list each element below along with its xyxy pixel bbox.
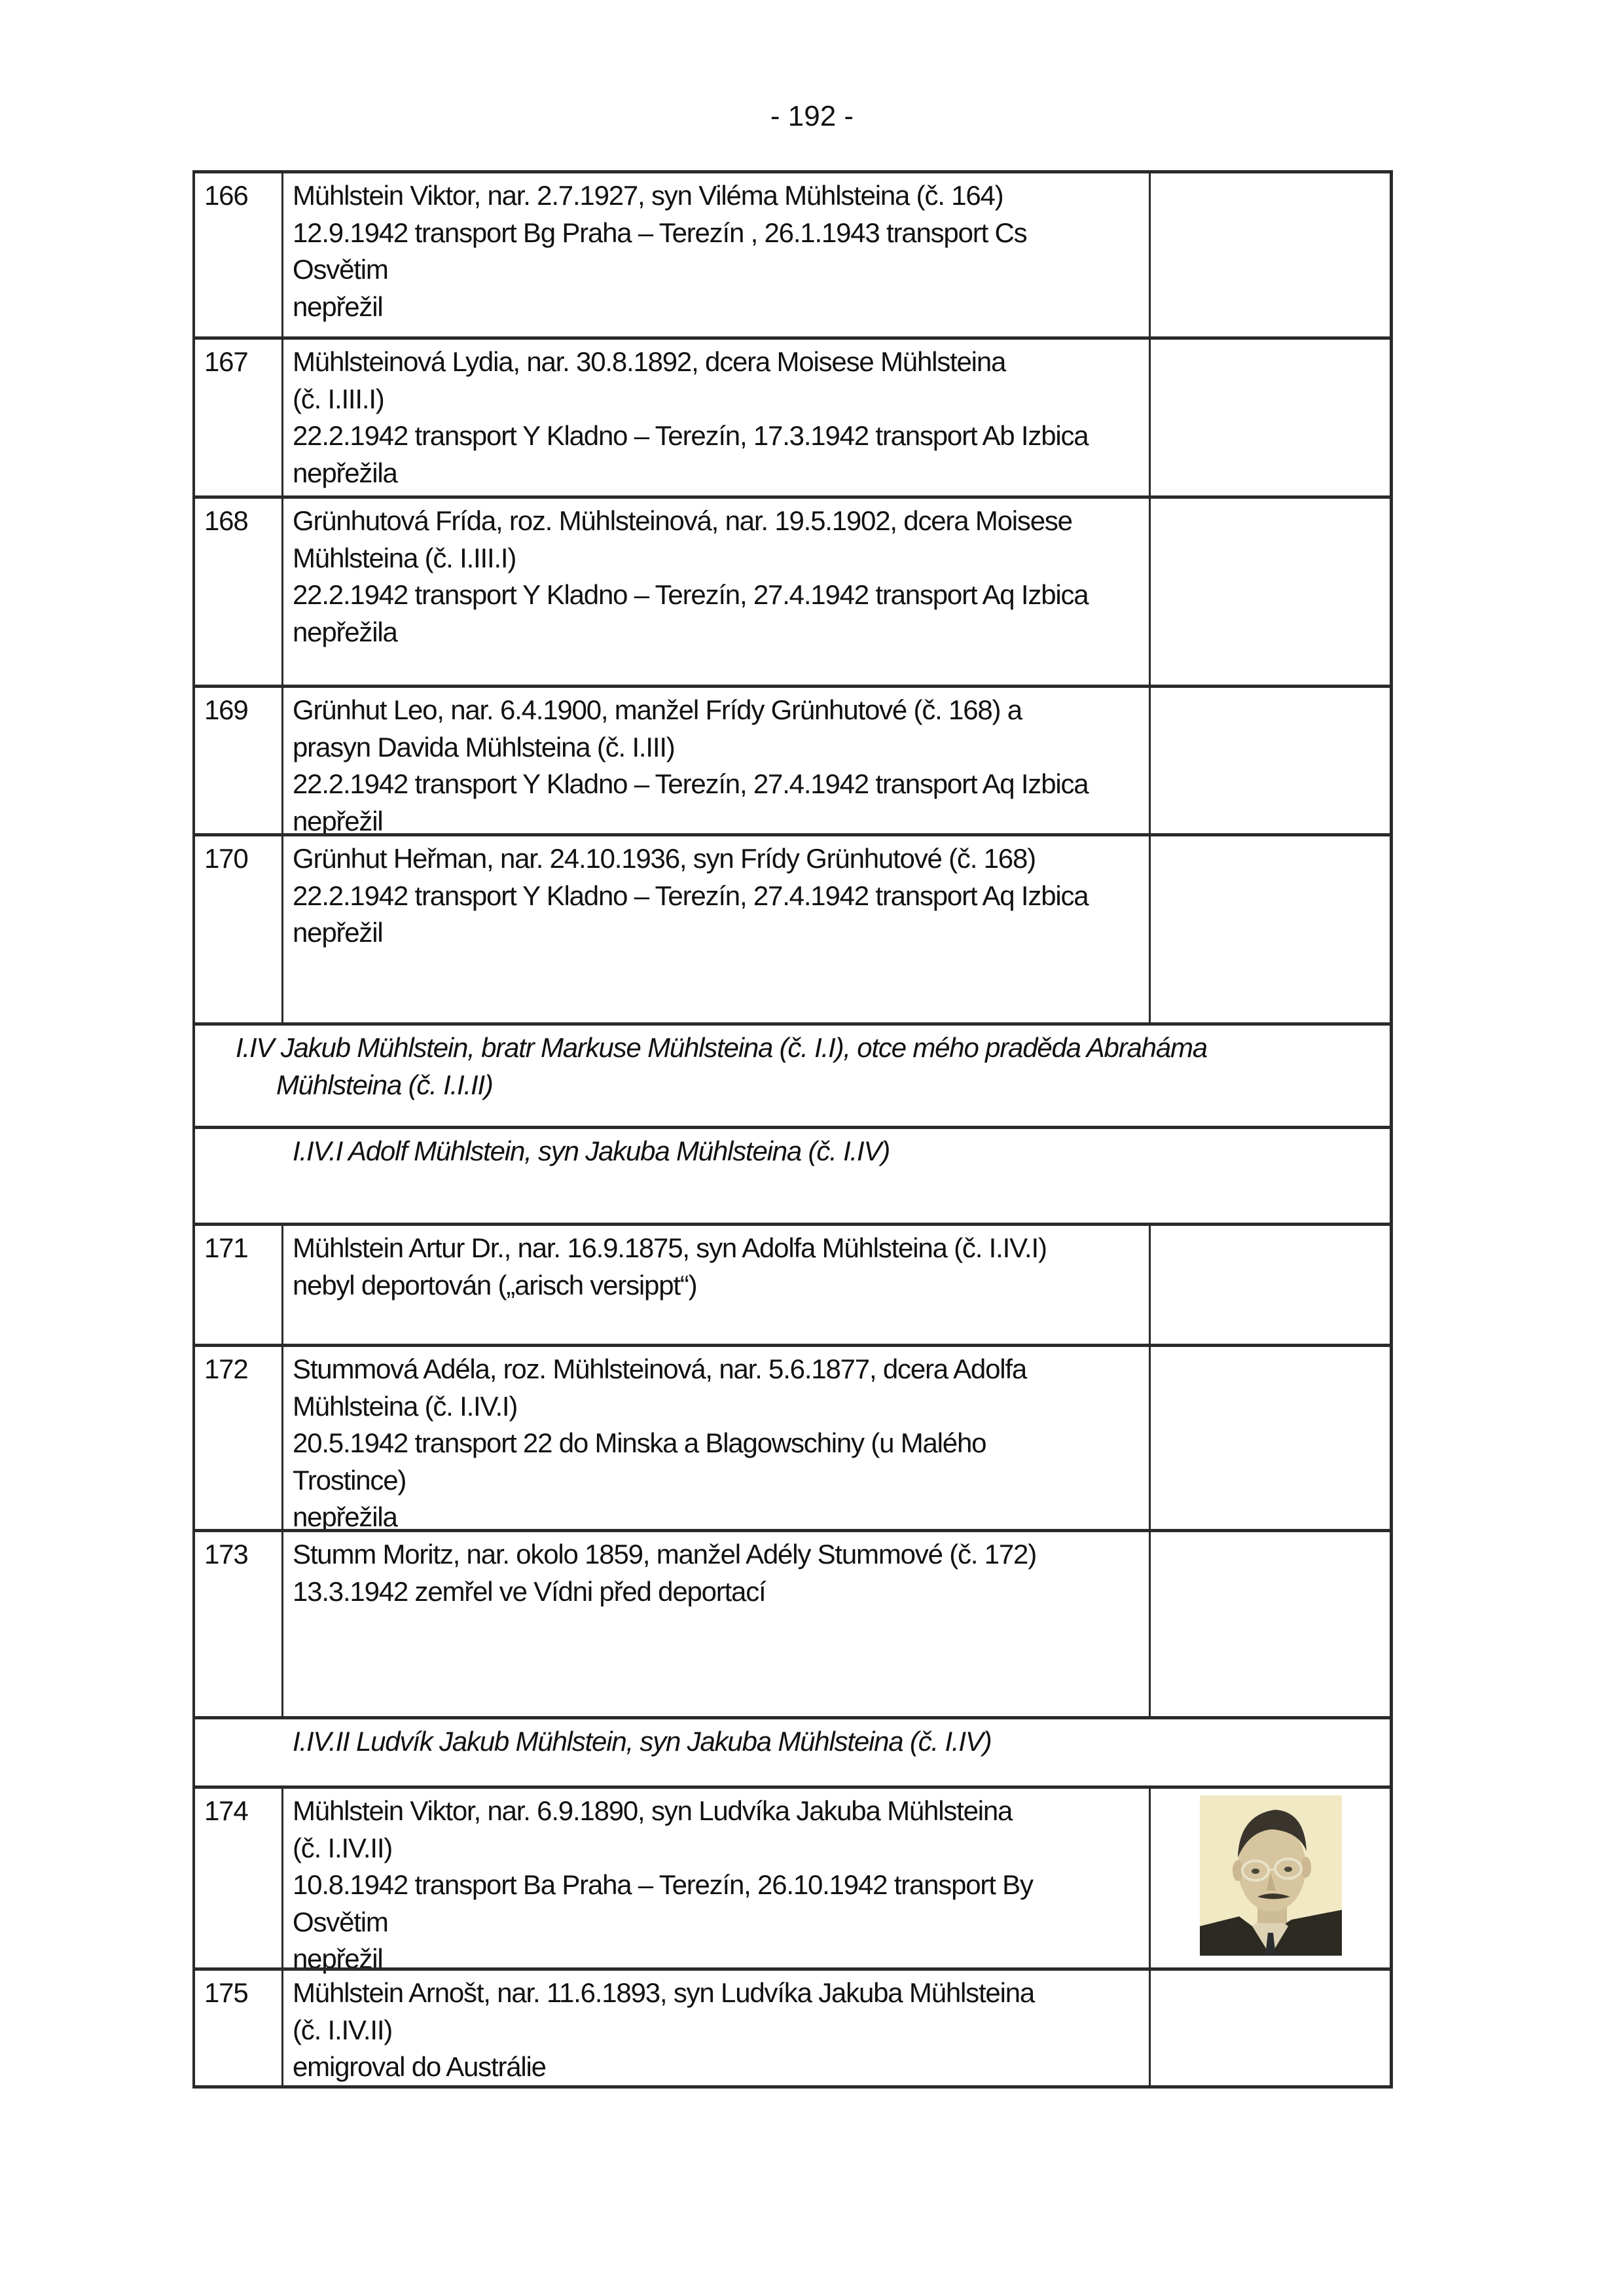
table-row xyxy=(192,495,1393,685)
entry-text xyxy=(283,1226,1151,1344)
table-row xyxy=(192,1344,1393,1532)
table-row xyxy=(192,1967,1393,2089)
genealogy-table xyxy=(192,170,1393,2089)
entry-text xyxy=(283,1347,1151,1532)
entry-line: nepřežil xyxy=(293,1943,383,1974)
entry-line: Mühlsteina (č. I.III.I) xyxy=(293,542,516,573)
entry-line: 22.2.1942 transport Y Kladno – Terezín, 17.3.1942 transport Ab Izbica xyxy=(293,420,1089,451)
photo-cell xyxy=(1151,1347,1390,1529)
entry-line: nepřežil xyxy=(293,917,383,948)
entry-text xyxy=(283,1971,1151,2085)
entry-text xyxy=(283,1789,1151,1974)
entry-line: 12.9.1942 transport Bg Praha – Terezín , 26.1.1943 transport Cs xyxy=(293,217,1027,248)
section-heading xyxy=(236,1030,1207,1103)
section-heading-row xyxy=(192,1126,1393,1223)
entry-line: 22.2.1942 transport Y Kladno – Terezín, 27.4.1942 transport Aq Izbica xyxy=(293,579,1089,610)
entry-line: Grünhut Leo, nar. 6.4.1900, manžel Frídy Grünhutové (č. 168) a xyxy=(293,694,1022,725)
entry-number: 172 xyxy=(195,1347,283,1529)
entry-line: (č. I.III.I) xyxy=(293,383,384,414)
entry-number: 167 xyxy=(195,340,283,495)
entry-line: (č. I.IV.II) xyxy=(293,1832,393,1863)
table-row xyxy=(192,1223,1393,1344)
entry-line: Stumm Moritz, nar. okolo 1859, manžel Adély Stummové (č. 172) xyxy=(293,1539,1036,1570)
entry-text xyxy=(283,340,1151,495)
entry-line: nepřežila xyxy=(293,1501,397,1532)
table-row xyxy=(192,833,1393,1022)
photo-cell xyxy=(1151,1532,1390,1716)
entry-number: 171 xyxy=(195,1226,283,1344)
entry-number: 168 xyxy=(195,499,283,685)
entry-line: Stummová Adéla, roz. Mühlsteinová, nar. 5.6.1877, dcera Adolfa xyxy=(293,1354,1026,1384)
entry-text xyxy=(283,1532,1151,1716)
portrait-photo xyxy=(1200,1795,1342,1956)
entry-number: 175 xyxy=(195,1971,283,2085)
entry-number: 173 xyxy=(195,1532,283,1716)
table-row xyxy=(192,685,1393,836)
entry-line: 20.5.1942 transport 22 do Minska a Blagowschiny (u Malého xyxy=(293,1427,986,1458)
section-line: I.IV Jakub Mühlstein, bratr Markuse Mühlsteina (č. I.I), otce mého praděda Abraháma xyxy=(236,1032,1207,1063)
entry-line: nepřežila xyxy=(293,457,397,488)
entry-number: 174 xyxy=(195,1789,283,1967)
entry-text xyxy=(283,836,1151,1022)
photo-cell xyxy=(1151,340,1390,495)
table-row xyxy=(192,1529,1393,1716)
entry-line: 13.3.1942 zemřel ve Vídni před deportací xyxy=(293,1575,766,1607)
entry-number: 169 xyxy=(195,688,283,833)
photo-cell xyxy=(1151,1789,1390,1967)
section-heading-row xyxy=(192,1716,1393,1785)
entry-line: Grünhut Heřman, nar. 24.10.1936, syn Frídy Grünhutové (č. 168) xyxy=(293,843,1036,874)
section-heading xyxy=(293,1723,991,1761)
photo-cell xyxy=(1151,499,1390,685)
entry-line: nepřežil xyxy=(293,805,383,836)
section-heading xyxy=(293,1133,890,1170)
entry-line: Grünhutová Frída, roz. Mühlsteinová, nar. 19.5.1902, dcera Moisese xyxy=(293,505,1072,536)
table-row xyxy=(192,170,1393,336)
section-line: Mühlsteina (č. I.I.II) xyxy=(276,1069,493,1100)
entry-line: Osvětim xyxy=(293,1906,388,1937)
section-line: I.IV.II Ludvík Jakub Mühlstein, syn Jakuba Mühlsteina (č. I.IV) xyxy=(293,1726,992,1757)
entry-line: emigroval do Austrálie xyxy=(293,2051,546,2082)
entry-text xyxy=(283,499,1151,685)
section-heading-row xyxy=(192,1022,1393,1126)
entry-number: 170 xyxy=(195,836,283,1022)
entry-line: 10.8.1942 transport Ba Praha – Terezín, 26.10.1942 transport By xyxy=(293,1869,1033,1900)
entry-line: Osvětim xyxy=(293,254,388,285)
entry-line: 22.2.1942 transport Y Kladno – Terezín, 27.4.1942 transport Aq Izbica xyxy=(293,880,1089,911)
table-row xyxy=(192,336,1393,495)
page-number: - 192 - xyxy=(770,100,854,132)
entry-line: nepřežila xyxy=(293,616,397,647)
entry-line: Trostince) xyxy=(293,1464,406,1496)
photo-cell xyxy=(1151,688,1390,833)
photo-cell xyxy=(1151,173,1390,336)
entry-text xyxy=(283,688,1151,836)
entry-line: prasyn Davida Mühlsteina (č. I.III) xyxy=(293,731,675,762)
entry-text xyxy=(283,173,1151,336)
entry-number: 166 xyxy=(195,173,283,336)
entry-line: Mühlsteina (č. I.IV.I) xyxy=(293,1390,518,1422)
entry-line: Mühlstein Viktor, nar. 2.7.1927, syn Viléma Mühlsteina (č. 164) xyxy=(293,180,1003,211)
entry-line: Mühlstein Viktor, nar. 6.9.1890, syn Ludvíka Jakuba Mühlsteina xyxy=(293,1795,1013,1826)
entry-line: Mühlstein Artur Dr., nar. 16.9.1875, syn Adolfa Mühlsteina (č. I.IV.I) xyxy=(293,1232,1047,1263)
entry-line: Mühlstein Arnošt, nar. 11.6.1893, syn Ludvíka Jakuba Mühlsteina xyxy=(293,1977,1035,2008)
photo-cell xyxy=(1151,1226,1390,1344)
entry-line: nepřežil xyxy=(293,291,383,322)
photo-cell xyxy=(1151,836,1390,1022)
entry-line: Mühlsteinová Lydia, nar. 30.8.1892, dcera Moisese Mühlsteina xyxy=(293,346,1006,377)
entry-line: 22.2.1942 transport Y Kladno – Terezín, 27.4.1942 transport Aq Izbica xyxy=(293,768,1089,799)
entry-line: nebyl deportován („arisch versippt“) xyxy=(293,1269,697,1300)
section-line: I.IV.I Adolf Mühlstein, syn Jakuba Mühlsteina (č. I.IV) xyxy=(293,1136,890,1166)
photo-cell xyxy=(1151,1971,1390,2085)
entry-line: (č. I.IV.II) xyxy=(293,2014,393,2045)
table-row xyxy=(192,1785,1393,1974)
portrait-illustration xyxy=(1200,1795,1342,1956)
